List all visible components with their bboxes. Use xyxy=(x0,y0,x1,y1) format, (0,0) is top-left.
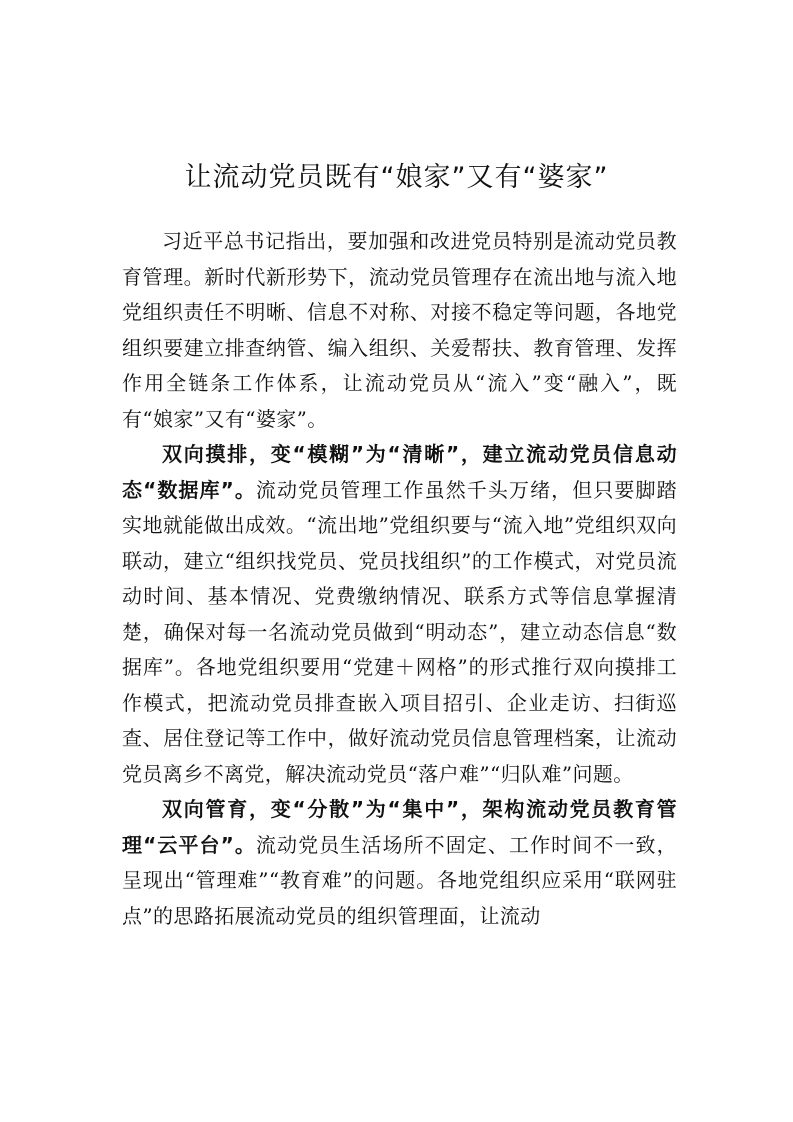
paragraph-section-1 xyxy=(122,437,677,792)
paragraph-lead: 双向摸排，变“模糊”为“清晰”，建立流动党员信息动态“数据库”。 xyxy=(122,442,677,502)
paragraph-lead: 双向管育，变“分散”为“集中”，架构流动党员教育管理“云平台”。 xyxy=(122,797,677,857)
document-title: 让流动党员既有“娘家”又有“婆家” xyxy=(184,162,609,194)
paragraph-text: 流动党员生活场所不固定、工作时间不一致，呈现出“管理难”“教育难”的问题。各地党组织应采用“联网驻点”的思路拓展流动党员的组织管理面，让流动 xyxy=(122,832,678,928)
paragraph-section-2 xyxy=(122,792,677,934)
paragraph-text: 习近平总书记指出，要加强和改进党员特别是流动党员教育管理。新时代新形势下，流动党员管理存在流出地与流入地党组织责任不明晰、信息不对称、对接不稳定等问题，各地党组织要建立排查纳管、编入组织、关爱帮扶、教育管理、发挥作用全链条工作体系，让流动党员从“流入”变“融入”，既有“娘家”又有“婆家”。 xyxy=(122,229,677,431)
document-body xyxy=(122,224,677,934)
paragraph-text: 流动党员管理工作虽然千头万绪，但只要脚踏实地就能做出成效。“流出地”党组织要与“流入地”党组织双向联动，建立“组织找党员、党员找组织”的工作模式，对党员流动时间、基本情况、党费缴纳情况、联系方式等信息掌握清楚，确保对每一名流动党员做到“明动态”，建立动态信息“数据库”。各地党组织要用“党建＋网格”的形式推行双向摸排工作模式，把流动党员排查嵌入项目招引、企业走访、扫街巡查、居住登记等工作中，做好流动党员信息管理档案，让流动党员离乡不离党，解决流动党员“落户难”“归队难”问题。 xyxy=(122,477,678,786)
paragraph-intro xyxy=(122,224,677,437)
